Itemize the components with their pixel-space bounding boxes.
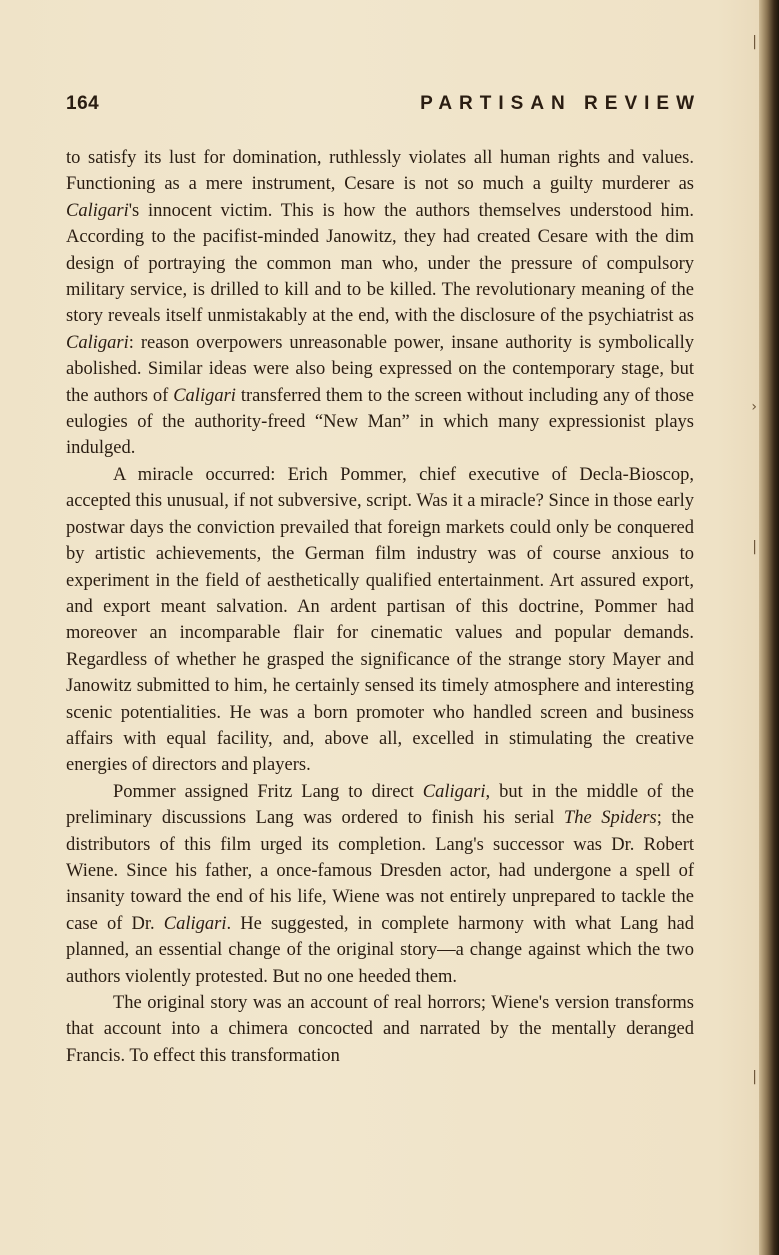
paragraph-1: to satisfy its lust for domination, ruthlessly violates all human rights and values. Functioning as a mere instrument, Cesare is not so much a guilty murderer as Caligari's innocent victim. This is how the authors themselves understood him. According to the pacifist-minded Janowitz, they had created Cesare with the dim design of portraying the common man who, under the pressure of compulsory military service, is drilled to kill and to be killed. The revolutionary meaning of the story reveals itself unmistakably at the end, with the disclosure of the psychiatrist as Caligari: reason overpowers unreasonable power, insane authority is symbolically abolished. Similar ideas were also being expressed on the contemporary stage, but the authors of Caligari transferred them to the screen without including any of those eulogies of the authority-freed “New Man” in which many expressionist plays indulged. <box>66 148 694 459</box>
book-spine-shadow <box>759 0 779 1255</box>
gutter-mark: | <box>752 539 757 555</box>
running-head: PARTISAN REVIEW <box>420 93 701 114</box>
gutter-mark: | <box>752 34 757 50</box>
gutter-mark: | <box>752 1069 757 1085</box>
paragraph-4: The original story was an account of real horrors; Wiene's version transforms that account into a chimera concocted and narrated by the mentally deranged Francis. To effect this transformation <box>66 993 694 1066</box>
paragraph-3: Pommer assigned Fritz Lang to direct Caligari, but in the middle of the preliminary discussions Lang was ordered to finish his serial The Spiders; the distributors of this film urged its completion. Lang's successor was Dr. Robert Wiene. Since his father, a once-famous Dresden actor, had undergone a spell of insanity toward the end of his life, Wiene was not entirely unprepared to tackle the case of Dr. Caligari. He suggested, in complete harmony with what Lang had planned, an essential change of the original story—a change against which the two authors violently protested. But no one heeded them. <box>66 781 695 987</box>
gutter-mark: › <box>751 399 757 415</box>
page-header <box>66 93 701 117</box>
page-number: 164 <box>66 93 100 114</box>
paragraph-2: A miracle occurred: Erich Pommer, chief executive of Decla-Bioscop, accepted this unusual, if not subversive, script. Was it a miracle? Since in those early postwar days the conviction prevailed that foreign markets could only be conquered by artistic achievements, the German film industry was of course anxious to experiment in the field of aesthetically qualified entertainment. Art assured export, and export meant salvation. An ardent partisan of this doctrine, Pommer had moreover an incomparable flair for cinematic values and popular demands. Regardless of whether he grasped the significance of the strange story Mayer and Janowitz submitted to him, he certainly sensed its timely atmosphere and interesting scenic potentialities. He was a born promoter who handled screen and business affairs with equal facility, and, above all, excelled in stimulating the creative energies of directors and players. <box>66 464 694 776</box>
body-text <box>66 145 694 1069</box>
